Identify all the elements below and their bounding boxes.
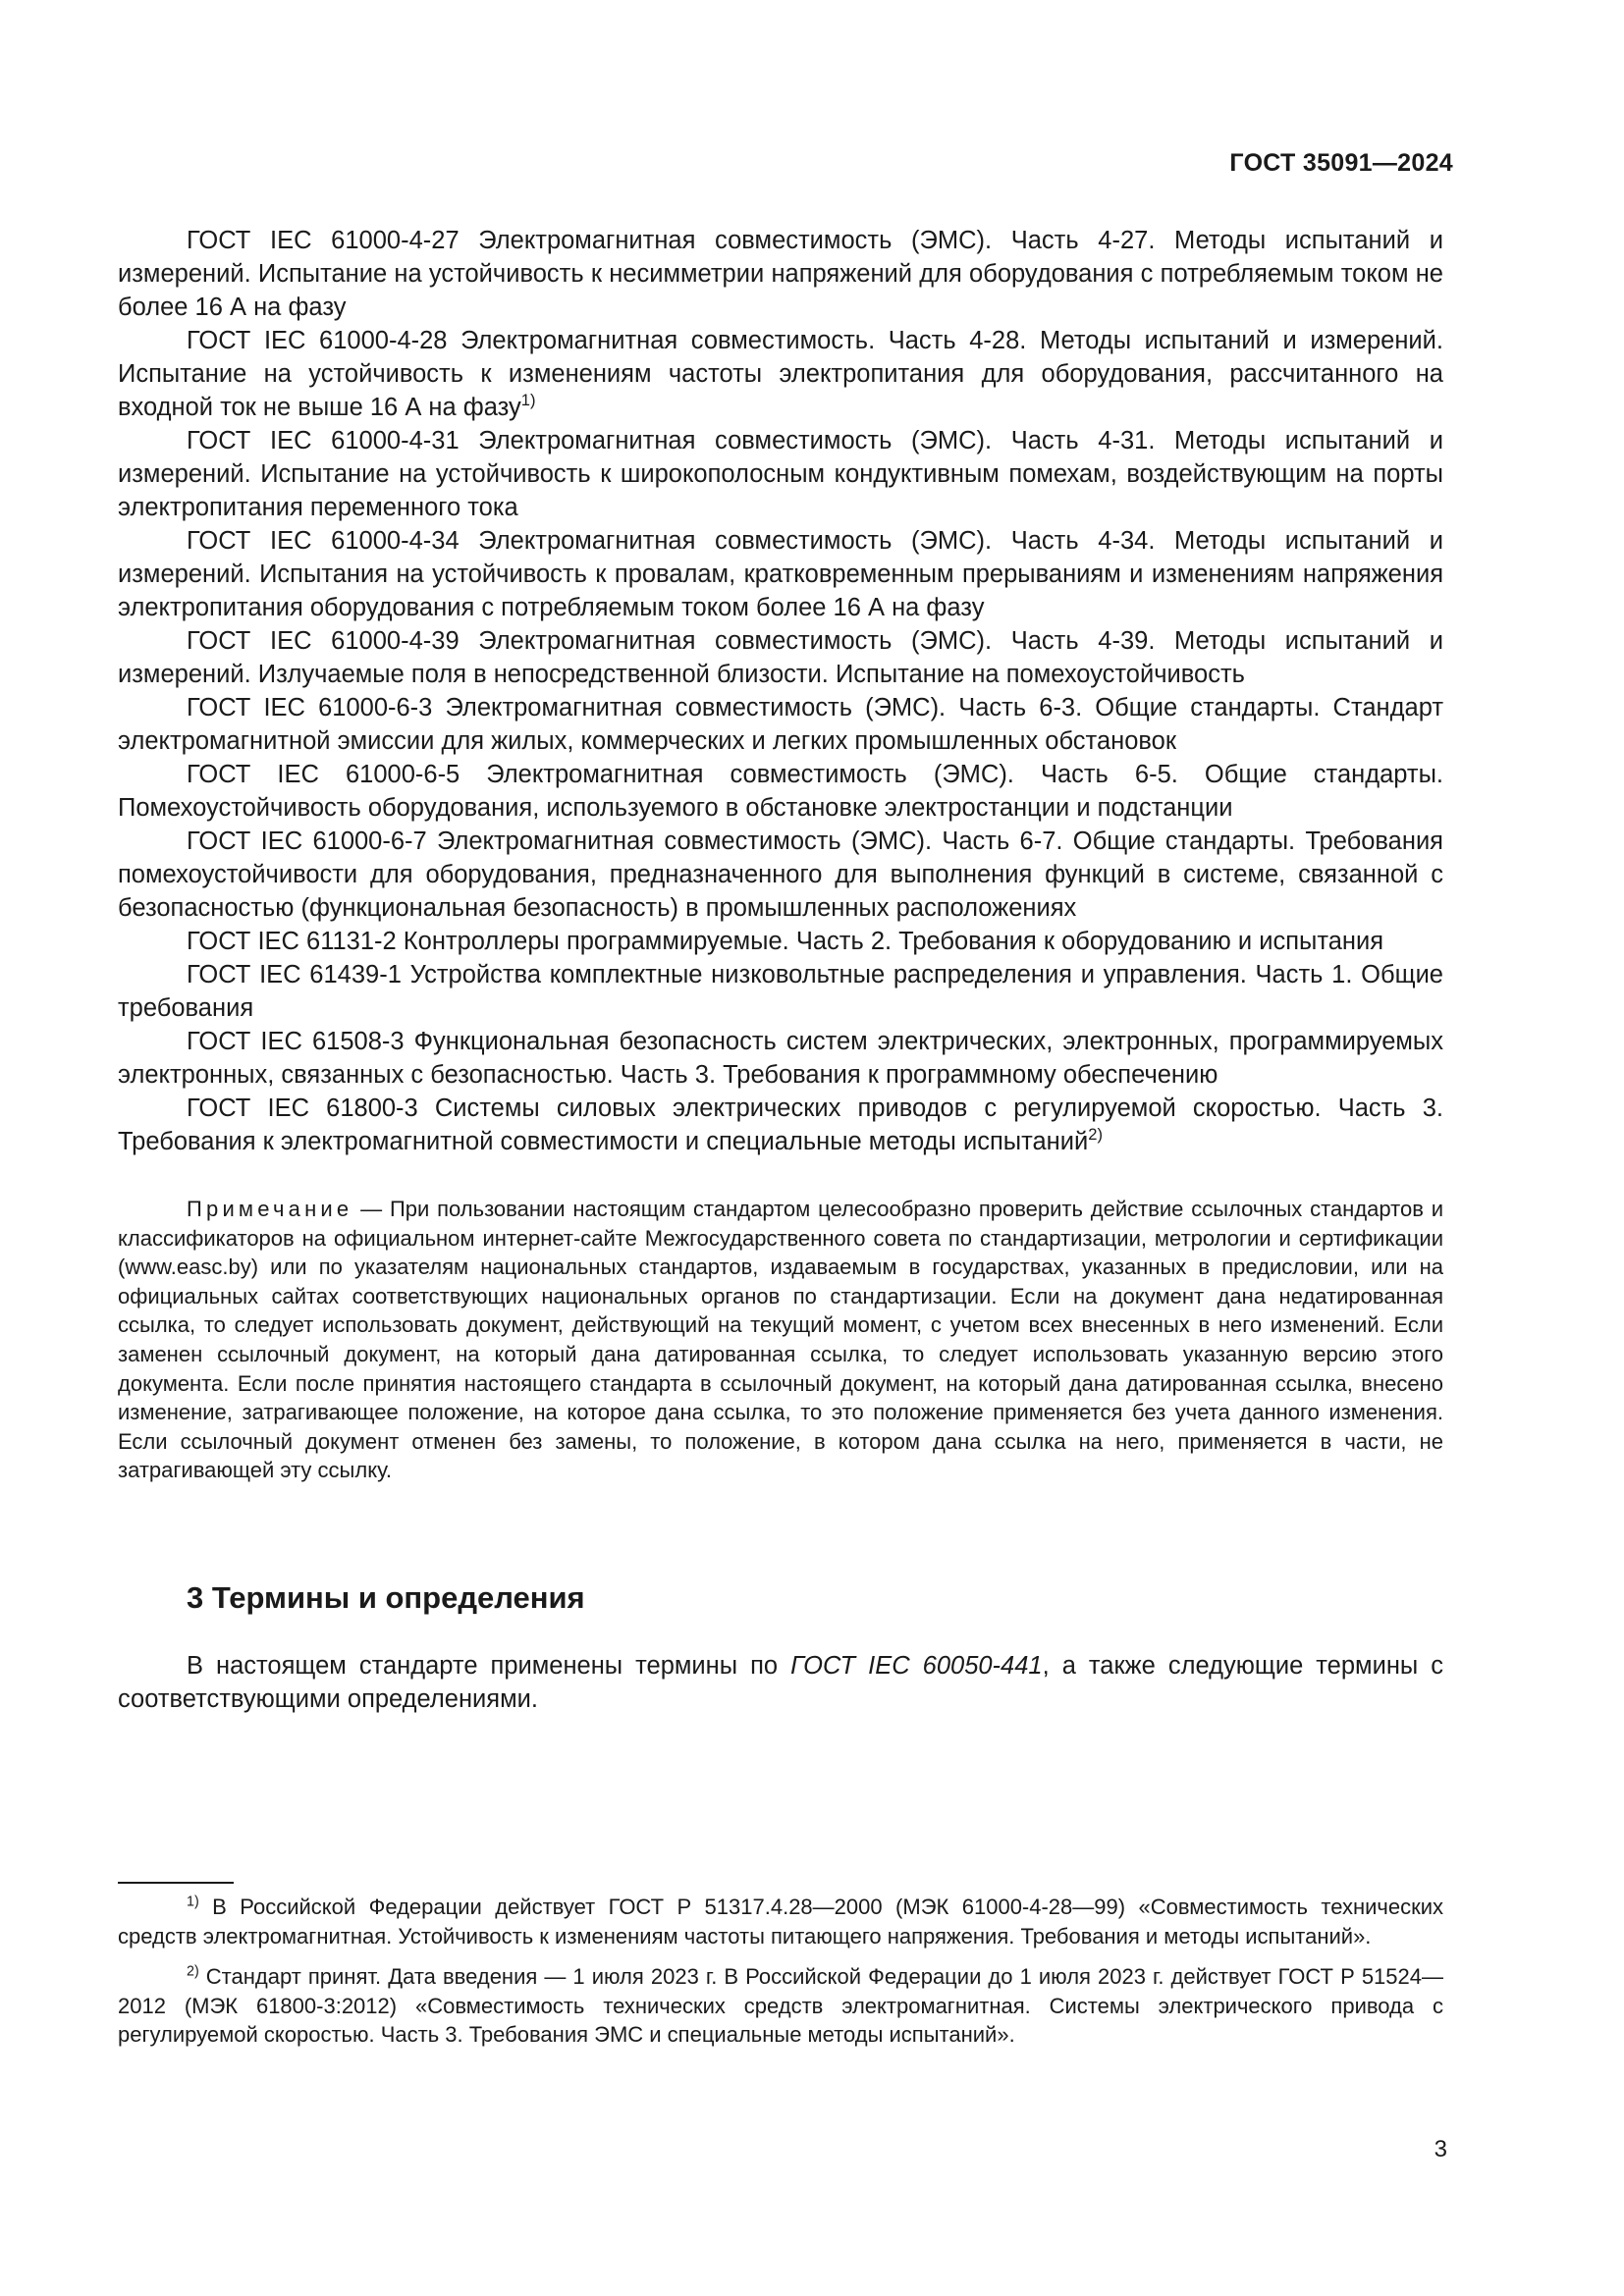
reference-item: ГОСТ IEC 61000-6-3 Электромагнитная совместимость (ЭМС). Часть 6-3. Общие стандарты. Стандарт электромагнитной эмиссии для жилых, коммерческих и легких промышленных обстановок bbox=[118, 694, 1443, 755]
footnotes bbox=[118, 1893, 1443, 2061]
normative-references-list bbox=[118, 224, 1443, 1158]
standard-reference: ГОСТ IEC 60050-441 bbox=[790, 1652, 1043, 1680]
reference-item: ГОСТ IEC 61439-1 Устройства комплектные низковольтные распределения и управления. Часть 1. Общие требования bbox=[118, 961, 1443, 1022]
document-code: ГОСТ 35091—2024 bbox=[1229, 149, 1453, 177]
reference-item: ГОСТ IEC 61000-4-27 Электромагнитная совместимость (ЭМС). Часть 4-27. Методы испытаний и измерений. Испытание на устойчивость к несимметрии напряжений для оборудования с потребляемым током не более 16 А на фазу bbox=[118, 227, 1443, 321]
footnote-mark: 2) bbox=[1088, 1125, 1103, 1145]
note-paragraph: Примечание — При пользовании настоящим стандартом целесообразно проверить действие ссылочных стандартов и классификаторов на официальном интернет-сайте Межгосударственного совета по стандартизации, метрологии и сертификации (www.easc.by) или по указателям национальных стандартов, издаваемым в государствах, указанных в предисловии, или на официальных сайтах соответствующих национальных органов по стандартизации. Если на документ дана недатированная ссылка, то следует использовать документ, действующий на текущий момент, с учетом всех внесенных в него изменений. Если заменен ссылочный документ, на который дана датированная ссылка, то следует использовать указанную версию этого документа. Если после принятия настоящего стандарта в ссылочный документ, на который дана датированная ссылка, внесено изменение, затрагивающее положение, на которое дана ссылка, то это положение применяется без учета данного изменения. Если ссылочный документ отменен без замены, то положение, в котором дана ссылка на него, применяется в части, не затрагивающей эту ссылку. bbox=[118, 1197, 1443, 1483]
reference-item: ГОСТ IEC 61000-4-28 Электромагнитная совместимость. Часть 4-28. Методы испытаний и измерений. Испытание на устойчивость к изменениям частоты электропитания для оборудования, рассчитанного на входной ток не выше 16 А на фазу$^{1)}$ bbox=[118, 327, 1443, 421]
note-label: Примечание bbox=[187, 1197, 353, 1221]
footnote-item: $^{1)}$ В Российской Федерации действует ГОСТ Р 51317.4.28—2000 (МЭК 61000-4-28—99) «Совместимость технических средств электромагнитная. Устойчивость к изменениям частоты питающего напряжения. Требования и методы испытаний». bbox=[118, 1894, 1443, 1949]
page-number: 3 bbox=[1434, 2136, 1447, 2163]
note-text: При пользовании настоящим стандартом целесообразно проверить действие ссылочных стандартов и классификаторов на официальном интернет-сайте Межгосударственного совета по стандартизации, метрологии и сертификации (www.easc.by) или по указателям национальных стандартов, издаваемым в государствах, указанных в предисловии, или на официальных сайтах соответствующих национальных органов по стандартизации. Если на документ дана недатированная ссылка, то следует использовать документ, действующий на текущий момент, с учетом всех внесенных в него изменений. Если заменен ссылочный документ, на который дана датированная ссылка, то следует использовать указанную версию этого документа. Если после принятия настоящего стандарта в ссылочный документ, на который дана датированная ссылка, внесено изменение, затрагивающее положение, на которое дана ссылка, то это положение применяется без учета данного изменения. Если ссылочный документ отменен без замены, то положение, в котором дана ссылка на него, применяется в части, не затрагивающей эту ссылку. bbox=[118, 1197, 1443, 1483]
reference-item: ГОСТ IEC 61800-3 Системы силовых электрических приводов с регулируемой скоростью. Часть 3. Требования к электромагнитной совместимости и специальные методы испытаний$^{2)}$ bbox=[118, 1095, 1443, 1155]
reference-item: ГОСТ IEC 61000-6-7 Электромагнитная совместимость (ЭМС). Часть 6-7. Общие стандарты. Требования помехоустойчивости для оборудования, предназначенного для выполнения функций в системе, связанной с безопасностью (функциональная безопасность) в промышленных расположениях bbox=[118, 828, 1443, 922]
footnote-mark: 2) bbox=[187, 1963, 199, 1980]
reference-item: ГОСТ IEC 61508-3 Функциональная безопасность систем электрических, электронных, программируемых электронных, связанных с безопасностью. Часть 3. Требования к программному обеспечению bbox=[118, 1028, 1443, 1089]
footnote-item: $^{2)}$ Стандарт принят. Дата введения — 1 июля 2023 г. В Российской Федерации до 1 июля 2023 г. действует ГОСТ Р 51524—2012 (МЭК 61800-3:2012) «Совместимость технических средств электромагнитная. Системы электрического привода с регулируемой скоростью. Часть 3. Требования ЭМС и специальные методы испытаний». bbox=[118, 1963, 1443, 2048]
reference-item: ГОСТ IEC 61000-4-39 Электромагнитная совместимость (ЭМС). Часть 4-39. Методы испытаний и измерений. Излучаемые поля в непосредственной близости. Испытание на помехоустойчивость bbox=[118, 627, 1443, 688]
section-body: В настоящем стандарте применены термины по ГОСТ IEC 60050-441, а также следующие термины с соответствующими определениями. bbox=[118, 1652, 1443, 1713]
reference-item: ГОСТ IEC 61000-4-31 Электромагнитная совместимость (ЭМС). Часть 4-31. Методы испытаний и измерений. Испытание на устойчивость к широкополосным кондуктивным помехам, воздействующим на порты электропитания переменного тока bbox=[118, 427, 1443, 521]
reference-item: ГОСТ IEC 61131-2 Контроллеры программируемые. Часть 2. Требования к оборудованию и испытания bbox=[187, 928, 1384, 955]
footnote-mark: 1) bbox=[520, 391, 536, 410]
reference-item: ГОСТ IEC 61000-6-5 Электромагнитная совместимость (ЭМС). Часть 6-5. Общие стандарты. Помехоустойчивость оборудования, используемого в обстановке электростанции и подстанции bbox=[118, 761, 1443, 822]
section-title: 3 Термины и определения bbox=[187, 1580, 585, 1615]
footnote-mark: 1) bbox=[187, 1894, 199, 1910]
footnote-separator bbox=[118, 1882, 234, 1884]
reference-item: ГОСТ IEC 61000-4-34 Электромагнитная совместимость (ЭМС). Часть 4-34. Методы испытаний и измерений. Испытания на устойчивость к провалам, кратковременным прерываниям и изменениям напряжения электропитания оборудования с потребляемым током более 16 А на фазу bbox=[118, 527, 1443, 621]
